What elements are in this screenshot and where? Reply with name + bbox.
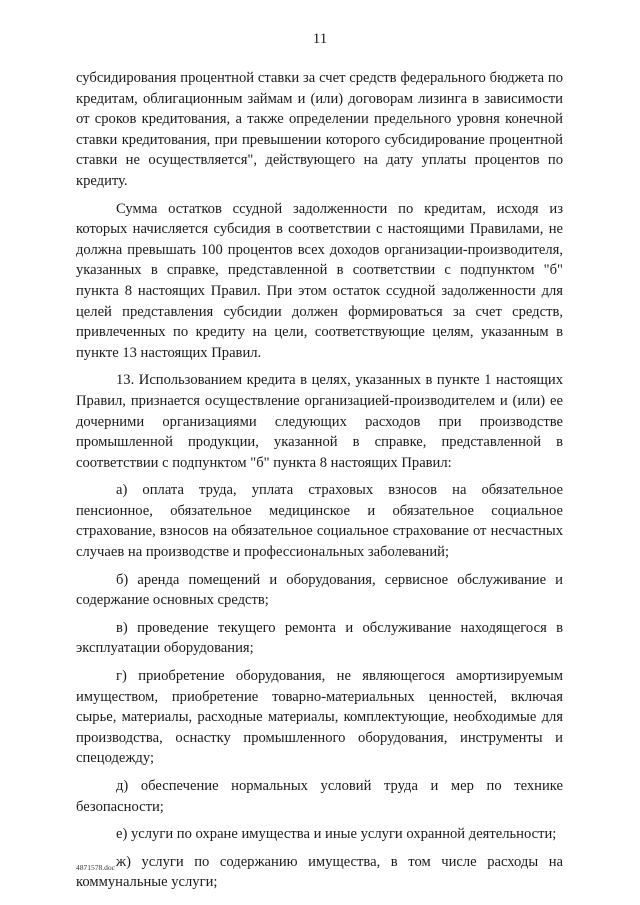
list-item-a: а) оплата труда, уплата страховых взносов на обязательное пенсионное, обязательное медицинское и обязательное социальное страхование, взносов на обязательное социальное страхование от несчастных случаев на производстве и профессиональных заболеваний;: [76, 482, 563, 561]
document-body: [76, 68, 563, 900]
list-item-v: в) проведение текущего ремонта и обслуживание находящегося в эксплуатации оборудования;: [76, 619, 563, 657]
list-item-zh: ж) услуги по содержанию имущества, в том числе расходы на коммунальные услуги;: [76, 853, 563, 891]
paragraph-clause-13: 13. Использованием кредита в целях, указанных в пункте 1 настоящих Правил, признается осуществление организацией-производителем и (или) ее дочерними организациями следующих расходов при производстве промышленной продукции, указанной в справке, представленной в соответствии с подпунктом "б" пункта 8 настоящих Правил:: [76, 372, 563, 471]
list-item-b: б) аренда помещений и оборудования, сервисное обслуживание и содержание основных средств;: [76, 571, 563, 609]
paragraph-loan-balance: Сумма остатков ссудной задолженности по кредитам, исходя из которых начисляется субсидия в соответствии с настоящими Правилами, не должна превышать 100 процентов всех доходов организации-производителя, указанных в справке, представленной в соответствии с подпунктом "б" пункта 8 настоящих Правил. При этом остаток ссудной задолженности для целей представления субсидии должен формироваться за счет средств, привлеченных по кредиту на цели, соответствующие целям, указанным в пункте 13 настоящих Правил.: [76, 200, 563, 361]
footer-file-name: 4871578.doc: [76, 863, 115, 872]
list-item-e: е) услуги по охране имущества и иные услуги охранной деятельности;: [116, 826, 557, 843]
list-item-d: д) обеспечение нормальных условий труда и мер по технике безопасности;: [76, 778, 563, 815]
list-item-g: г) приобретение оборудования, не являющегося амортизируемым имуществом, приобретение товарно-материальных ценностей, включая сырье, материалы, расходные материалы, комплектующие, необходимые для производства, оснастку промышленного оборудования, инструменты и спецодежду;: [76, 668, 563, 767]
page-number: 11: [312, 31, 328, 47]
paragraph-continuation: субсидирования процентной ставки за счет средств федерального бюджета по кредитам, облигационным займам и (или) договорам лизинга в зависимости от сроков кредитования, а также определении предельного уровня конечной ставки кредитования, при превышении которого субсидирование процентной ставки не осуществляется", действующего на дату уплаты процентов по кредиту.: [76, 70, 563, 189]
